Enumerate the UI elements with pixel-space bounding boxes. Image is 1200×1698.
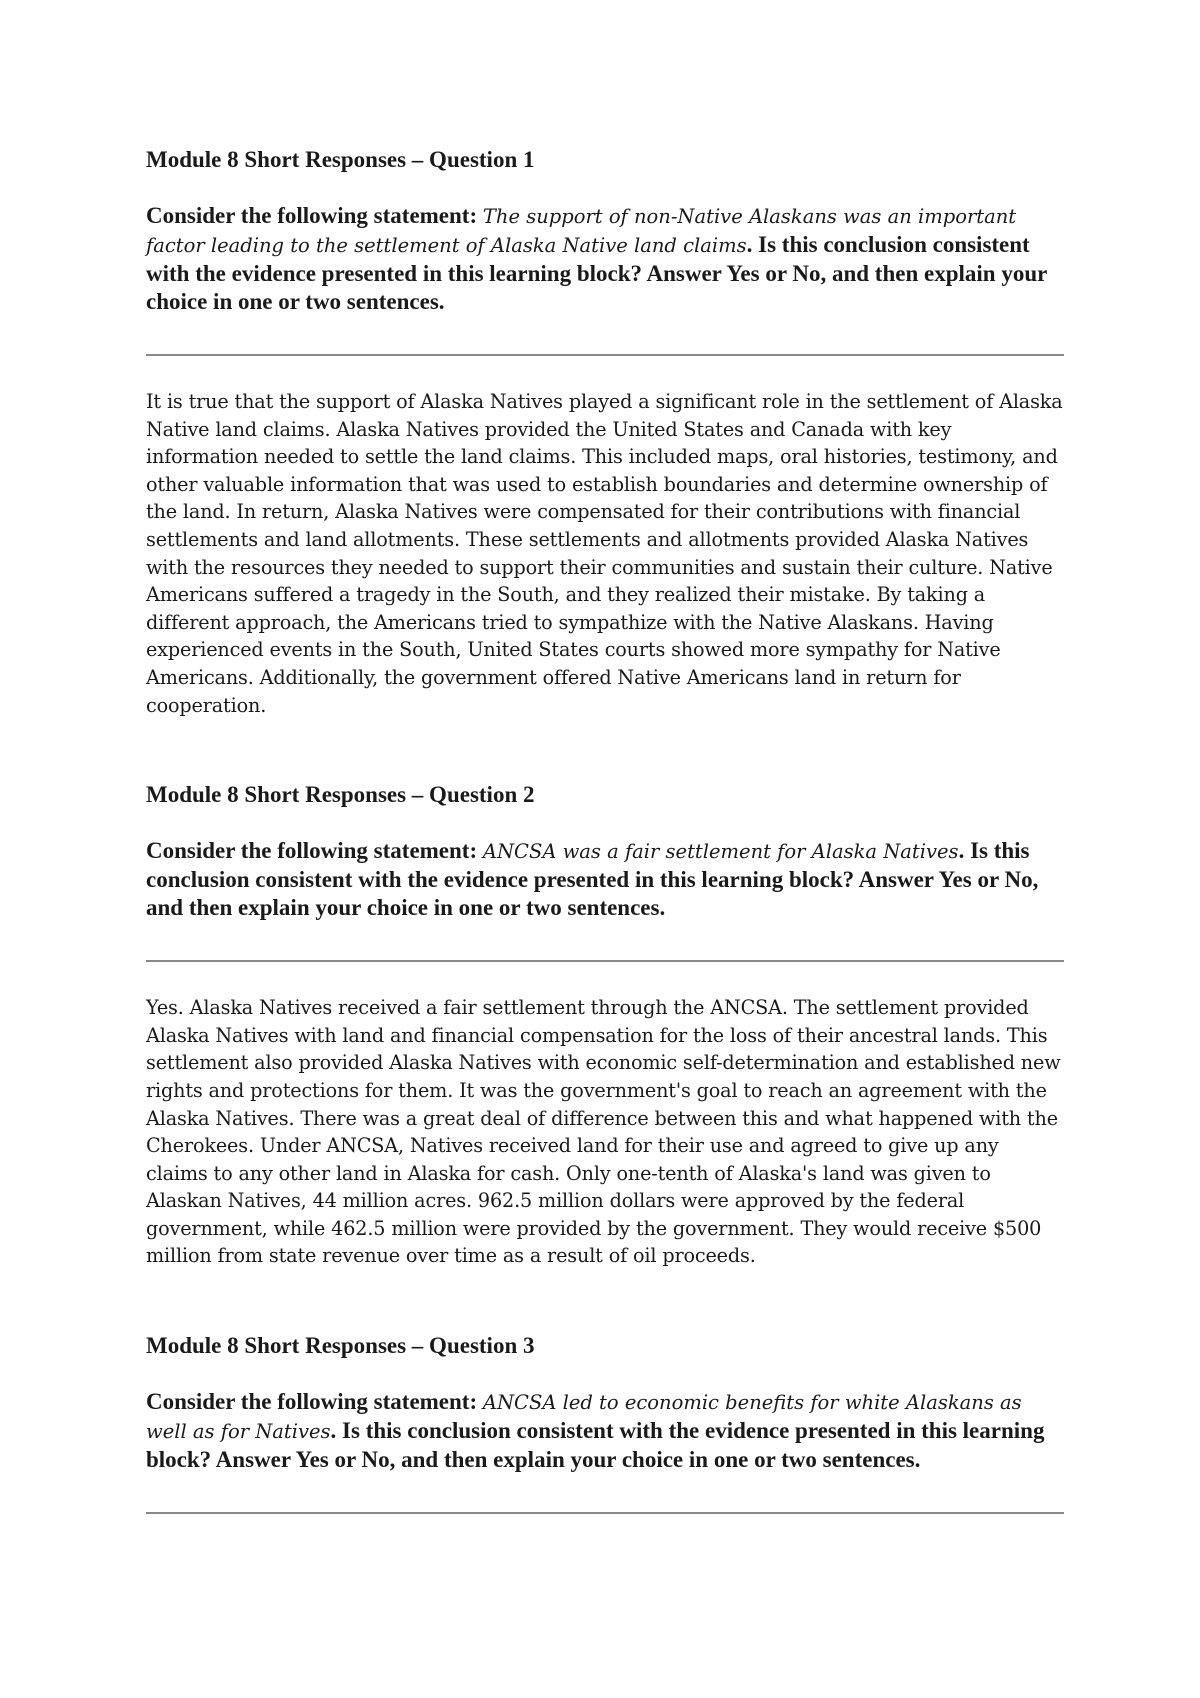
question-2-statement: ANCSA was a fair settlement for Alaska Natives xyxy=(482,840,959,864)
answer-divider xyxy=(146,960,1064,962)
question-3-prompt xyxy=(146,1388,1064,1474)
question-2-prompt-lead: Consider the following statement: xyxy=(146,838,478,864)
question-2-answer: Yes. Alaska Natives received a fair settlement through the ANCSA. The settlement provided Alaska Natives with land and financial compensation for the loss of their ancestral lands. This settlement also provided Alaska Natives with economic self-determination and established new rights and protections for them. It was the government's goal to reach an agreement with the Alaska Natives. There was a great deal of difference between this and what happened with the Cherokees. Under ANCSA, Natives received land for their use and agreed to give up any claims to any other land in Alaska for cash. Only one-tenth of Alaska's land was given to Alaskan Natives, 44 million acres. 962.5 million dollars were approved by the federal government, while 462.5 million were provided by the government. They would receive $500 million from state revenue over time as a result of oil proceeds. xyxy=(146,996,1061,1268)
question-3-prompt-tail: . Is this conclusion consistent with the evidence presented in this learning block? Answer Yes or No, and then explain your choice in one or two sentences. xyxy=(146,1418,1045,1473)
question-1-prompt xyxy=(146,202,1064,316)
question-1-answer: It is true that the support of Alaska Natives played a significant role in the settlement of Alaska Native land claims. Alaska Natives provided the United States and Canada with key information needed to settle the land claims. This included maps, oral histories, testimony, and other valuable information that was used to establish boundaries and determine ownership of the land. In return, Alaska Natives were compensated for their contributions with financial settlements and land allotments. These settlements and allotments provided Alaska Natives with the resources they needed to support their communities and sustain their culture. Native Americans suffered a tragedy in the South, and they realized their mistake. By taking a different approach, the Americans tried to sympathize with the Native Alaskans. Having experienced events in the South, United States courts showed more sympathy for Native Americans. Additionally, the government offered Native Americans land in return for cooperation. xyxy=(146,390,1063,717)
question-2-title: Module 8 Short Responses – Question 2 xyxy=(146,782,535,808)
question-1-block xyxy=(146,146,1064,719)
question-3-statement: ANCSA led to economic benefits for white Alaskans as well as for Natives xyxy=(146,1391,1022,1444)
question-2-prompt xyxy=(146,837,1064,922)
question-3-prompt-lead: Consider the following statement: xyxy=(146,1389,478,1415)
document-page xyxy=(146,146,1064,1514)
answer-divider xyxy=(146,1512,1064,1514)
question-3-block xyxy=(146,1332,1064,1514)
question-1-title: Module 8 Short Responses – Question 1 xyxy=(146,147,535,172)
question-1-statement: The support of non-Native Alaskans was an important factor leading to the settlement of Alaska Native land claims xyxy=(146,205,1017,257)
question-2-prompt-tail: . Is this conclusion consistent with the evidence presented in this learning block? Answer Yes or No, and then explain your choice in one or two sentences. xyxy=(146,838,1039,921)
question-1-prompt-lead: Consider the following statement: xyxy=(146,203,478,228)
question-1-prompt-tail: . Is this conclusion consistent with the evidence presented in this learning block? Answer Yes or No, and then explain your choice in one or two sentences. xyxy=(146,232,1047,314)
answer-divider xyxy=(146,354,1064,356)
question-2-block xyxy=(146,781,1064,1270)
question-3-title: Module 8 Short Responses – Question 3 xyxy=(146,1333,535,1359)
